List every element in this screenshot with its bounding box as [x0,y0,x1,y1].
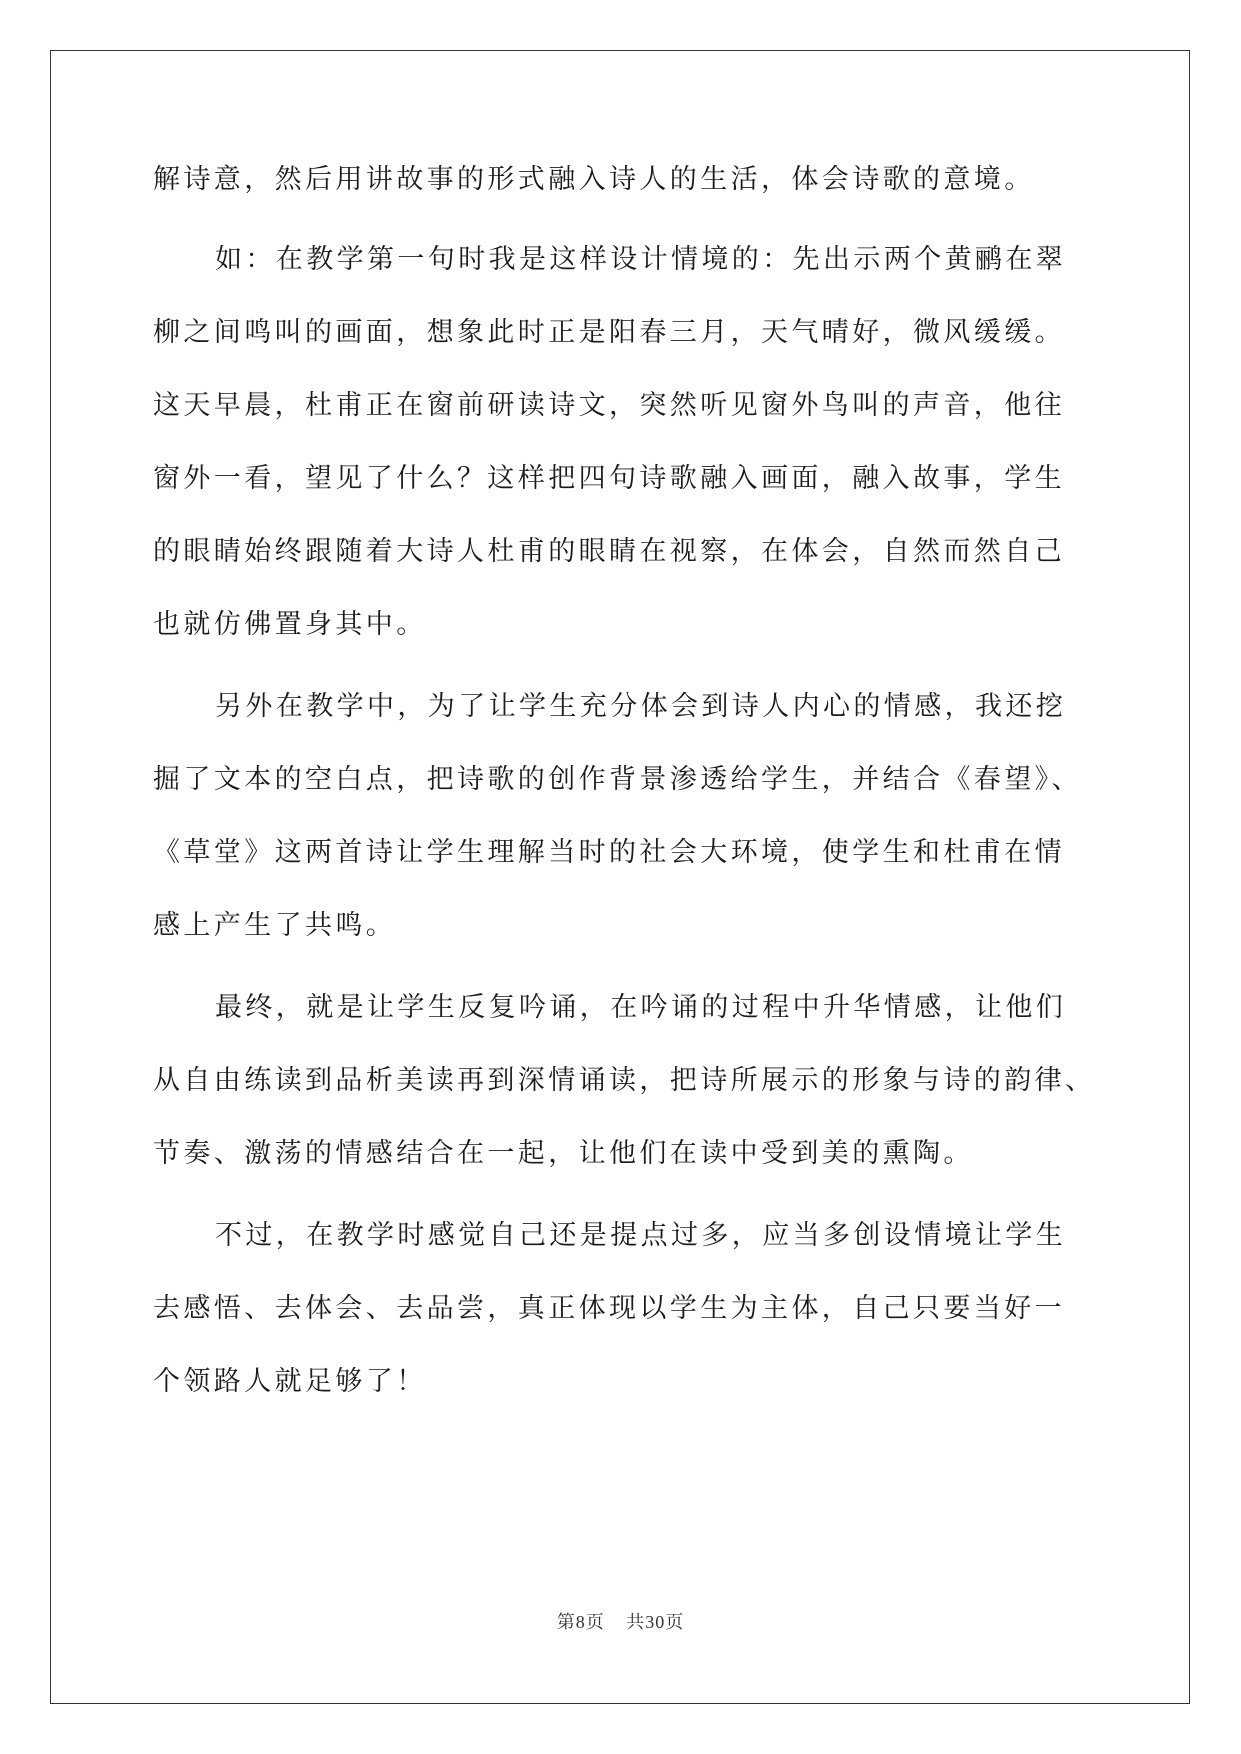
page-border [50,50,1190,1704]
paragraph-line: 如：在教学第一句时我是这样设计情境的：先出示两个黄鹂在翠 [215,244,1067,275]
page-number-footer [0,1608,1241,1634]
paragraph-line: 柳之间鸣叫的画面，想象此时正是阳春三月，天气晴好，微风缓缓。 [153,317,1065,348]
paragraph-line: 《草堂》这两首诗让学生理解当时的社会大环境，使学生和杜甫在情 [153,837,1065,868]
paragraph-line: 另外在教学中，为了让学生充分体会到诗人内心的情感，我还挖 [215,691,1067,722]
paragraph-line: 掘了文本的空白点，把诗歌的创作背景渗透给学生，并结合《春望》、 [153,764,1082,795]
paragraph-line: 最终，就是让学生反复吟诵，在吟诵的过程中升华情感，让他们 [215,992,1067,1023]
paragraph-line: 不过，在教学时感觉自己还是提点过多，应当多创设情境让学生 [215,1220,1067,1251]
paragraph-line: 也就仿佛置身其中。 [153,609,427,640]
page-total: 共30页 [626,1612,685,1632]
paragraph-line: 从自由练读到品析美读再到深情诵读，把诗所展示的形象与诗的韵律、 [153,1065,1096,1096]
paragraph-line: 这天早晨，杜甫正在窗前研读诗文，突然听见窗外鸟叫的声音，他往 [153,390,1065,421]
paragraph-line: 节奏、激荡的情感结合在一起，让他们在读中受到美的熏陶。 [153,1138,974,1169]
paragraph-line: 的眼睛始终跟随着大诗人杜甫的眼睛在视察，在体会，自然而然自己 [153,536,1065,567]
paragraph-line: 个领路人就足够了！ [153,1366,427,1397]
paragraph-line: 去感悟、去体会、去品尝，真正体现以学生为主体，自己只要当好一 [153,1293,1065,1324]
paragraph-line: 感上产生了共鸣。 [153,910,397,941]
paragraph-line: 窗外一看，望见了什么？这样把四句诗歌融入画面，融入故事，学生 [153,463,1065,494]
paragraph-line: 解诗意，然后用讲故事的形式融入诗人的生活，体会诗歌的意境。 [153,164,1035,195]
page-current: 第8页 [556,1612,605,1632]
